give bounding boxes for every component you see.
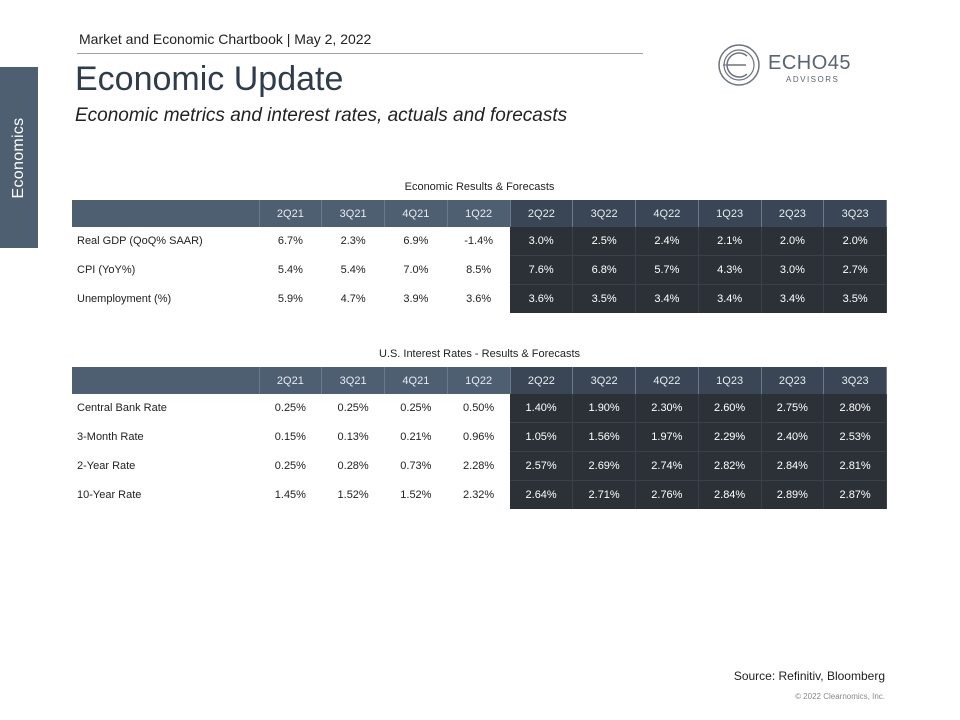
forecast-value-cell: 2.84% xyxy=(761,452,824,481)
column-header: 2Q22 xyxy=(510,200,573,227)
actual-value-cell: 3.9% xyxy=(403,292,429,305)
forecast-value-cell: 3.0% xyxy=(761,256,824,285)
column-header: 2Q21 xyxy=(259,200,322,227)
forecast-value-cell: 3.6% xyxy=(510,285,573,314)
forecast-value-cell: 3.4% xyxy=(636,285,699,314)
logo-sub-text: ADVISORS xyxy=(786,75,840,84)
forecast-value-cell: 1.90% xyxy=(573,394,636,423)
table-row xyxy=(72,394,887,423)
table-header-row xyxy=(72,200,887,227)
column-header: 1Q23 xyxy=(698,200,761,227)
row-label: 10-Year Rate xyxy=(77,488,142,501)
section-tab-label: Economics xyxy=(10,117,27,198)
economic-results-table xyxy=(72,200,887,313)
actual-value-cell: 7.0% xyxy=(403,264,429,276)
company-logo xyxy=(716,42,856,88)
actual-value-cell: 2.28% xyxy=(463,460,495,472)
forecast-value-cell: 3.0% xyxy=(510,227,573,256)
column-header: 2Q23 xyxy=(761,367,824,394)
column-header: 4Q21 xyxy=(385,367,448,394)
column-header: 1Q22 xyxy=(447,200,510,227)
forecast-value-cell: 2.81% xyxy=(824,452,887,481)
row-label: Unemployment (%) xyxy=(77,292,172,305)
header-blank-cell xyxy=(72,200,259,227)
forecast-value-cell: 2.84% xyxy=(698,481,761,510)
column-header: 1Q23 xyxy=(698,367,761,394)
actual-value-cell: 0.13% xyxy=(337,431,369,443)
forecast-value-cell: 2.0% xyxy=(824,227,887,256)
source-note: Source: Refinitiv, Bloomberg xyxy=(733,669,885,683)
actual-value-cell: 1.52% xyxy=(337,488,369,501)
forecast-value-cell: 2.89% xyxy=(761,481,824,510)
row-label: 3-Month Rate xyxy=(77,431,144,443)
forecast-value-cell: 4.3% xyxy=(698,256,761,285)
forecast-value-cell: 3.5% xyxy=(824,285,887,314)
page-subtitle: Economic metrics and interest rates, actuals and forecasts xyxy=(75,105,568,126)
column-header: 2Q22 xyxy=(510,367,573,394)
forecast-value-cell: 2.29% xyxy=(698,423,761,452)
actual-value-cell: 0.25% xyxy=(274,460,306,472)
forecast-value-cell: 1.40% xyxy=(510,394,573,423)
forecast-value-cell: 2.1% xyxy=(698,227,761,256)
economic-table-caption: Economic Results & Forecasts xyxy=(404,181,555,193)
row-label: 2-Year Rate xyxy=(77,460,136,472)
forecast-value-cell: 2.71% xyxy=(573,481,636,510)
forecast-value-cell: 2.53% xyxy=(824,423,887,452)
forecast-value-cell: 2.4% xyxy=(636,227,699,256)
forecast-value-cell: 2.87% xyxy=(824,481,887,510)
actual-value-cell: 0.25% xyxy=(337,402,369,415)
actual-value-cell: 4.7% xyxy=(340,292,366,305)
forecast-value-cell: 3.4% xyxy=(761,285,824,314)
forecast-value-cell: 2.0% xyxy=(761,227,824,256)
actual-value-cell: 2.3% xyxy=(340,235,366,248)
actual-value-cell: 0.25% xyxy=(274,402,306,415)
forecast-value-cell: 2.76% xyxy=(636,481,699,510)
chartbook-kicker: Market and Economic Chartbook | May 2, 2022 xyxy=(79,31,372,47)
actual-value-cell: 2.32% xyxy=(463,488,495,501)
kicker-divider xyxy=(77,53,643,54)
actual-value-cell: 0.25% xyxy=(400,402,432,415)
actual-value-cell: 0.21% xyxy=(400,431,432,443)
forecast-value-cell: 1.56% xyxy=(573,423,636,452)
column-header: 3Q23 xyxy=(824,367,887,394)
forecast-value-cell: 1.97% xyxy=(636,423,699,452)
column-header: 1Q22 xyxy=(447,367,510,394)
forecast-value-cell: 6.8% xyxy=(573,256,636,285)
column-header: 3Q23 xyxy=(824,200,887,227)
interest-rates-table xyxy=(72,367,887,509)
actual-value-cell: 5.4% xyxy=(277,264,303,276)
actual-value-cell: 0.15% xyxy=(274,431,306,443)
forecast-value-cell: 2.60% xyxy=(698,394,761,423)
actual-value-cell: -1.4% xyxy=(464,235,493,248)
table-row xyxy=(72,285,887,314)
actual-value-cell: 6.9% xyxy=(403,235,429,248)
page-title: Economic Update xyxy=(75,60,344,98)
forecast-value-cell: 2.69% xyxy=(573,452,636,481)
row-label: CPI (YoY%) xyxy=(77,264,136,276)
forecast-value-cell: 2.40% xyxy=(761,423,824,452)
section-tab xyxy=(0,67,38,248)
actual-value-cell: 0.50% xyxy=(463,402,495,415)
column-header: 2Q23 xyxy=(761,200,824,227)
column-header: 3Q22 xyxy=(573,367,636,394)
forecast-value-cell: 2.5% xyxy=(573,227,636,256)
echo-logo-icon xyxy=(716,42,764,88)
logo-brand-text: ECHO45 xyxy=(768,52,852,74)
forecast-value-cell: 2.7% xyxy=(824,256,887,285)
forecast-value-cell: 2.30% xyxy=(636,394,699,423)
actual-value-cell: 1.52% xyxy=(400,488,432,501)
table-row xyxy=(72,481,887,510)
actual-value-cell: 0.73% xyxy=(400,460,432,472)
column-header: 3Q21 xyxy=(322,367,385,394)
forecast-value-cell: 7.6% xyxy=(510,256,573,285)
forecast-value-cell: 2.57% xyxy=(510,452,573,481)
forecast-value-cell: 3.4% xyxy=(698,285,761,314)
forecast-value-cell: 3.5% xyxy=(573,285,636,314)
table-row xyxy=(72,256,887,285)
actual-value-cell: 0.28% xyxy=(337,460,369,472)
table-row xyxy=(72,227,887,256)
header-blank-cell xyxy=(72,367,259,394)
table-header-row xyxy=(72,367,887,394)
table-row xyxy=(72,423,887,452)
actual-value-cell: 5.4% xyxy=(340,264,366,276)
actual-value-cell: 6.7% xyxy=(277,235,303,248)
actual-value-cell: 0.96% xyxy=(463,431,495,443)
column-header: 3Q21 xyxy=(322,200,385,227)
forecast-value-cell: 1.05% xyxy=(510,423,573,452)
forecast-value-cell: 2.75% xyxy=(761,394,824,423)
actual-value-cell: 8.5% xyxy=(466,264,492,276)
actual-value-cell: 1.45% xyxy=(274,488,306,501)
column-header: 4Q21 xyxy=(385,200,448,227)
row-label: Central Bank Rate xyxy=(77,402,167,415)
column-header: 4Q22 xyxy=(636,200,699,227)
forecast-value-cell: 5.7% xyxy=(636,256,699,285)
column-header: 3Q22 xyxy=(573,200,636,227)
column-header: 4Q22 xyxy=(636,367,699,394)
forecast-value-cell: 2.82% xyxy=(698,452,761,481)
table-row xyxy=(72,452,887,481)
actual-value-cell: 3.6% xyxy=(466,292,492,305)
actual-value-cell: 5.9% xyxy=(277,292,303,305)
forecast-value-cell: 2.80% xyxy=(824,394,887,423)
forecast-value-cell: 2.64% xyxy=(510,481,573,510)
copyright-note: © 2022 Clearnomics, Inc. xyxy=(795,692,885,701)
rates-table-caption: U.S. Interest Rates - Results & Forecasts xyxy=(378,348,581,360)
column-header: 2Q21 xyxy=(259,367,322,394)
forecast-value-cell: 2.74% xyxy=(636,452,699,481)
row-label: Real GDP (QoQ% SAAR) xyxy=(77,235,203,248)
